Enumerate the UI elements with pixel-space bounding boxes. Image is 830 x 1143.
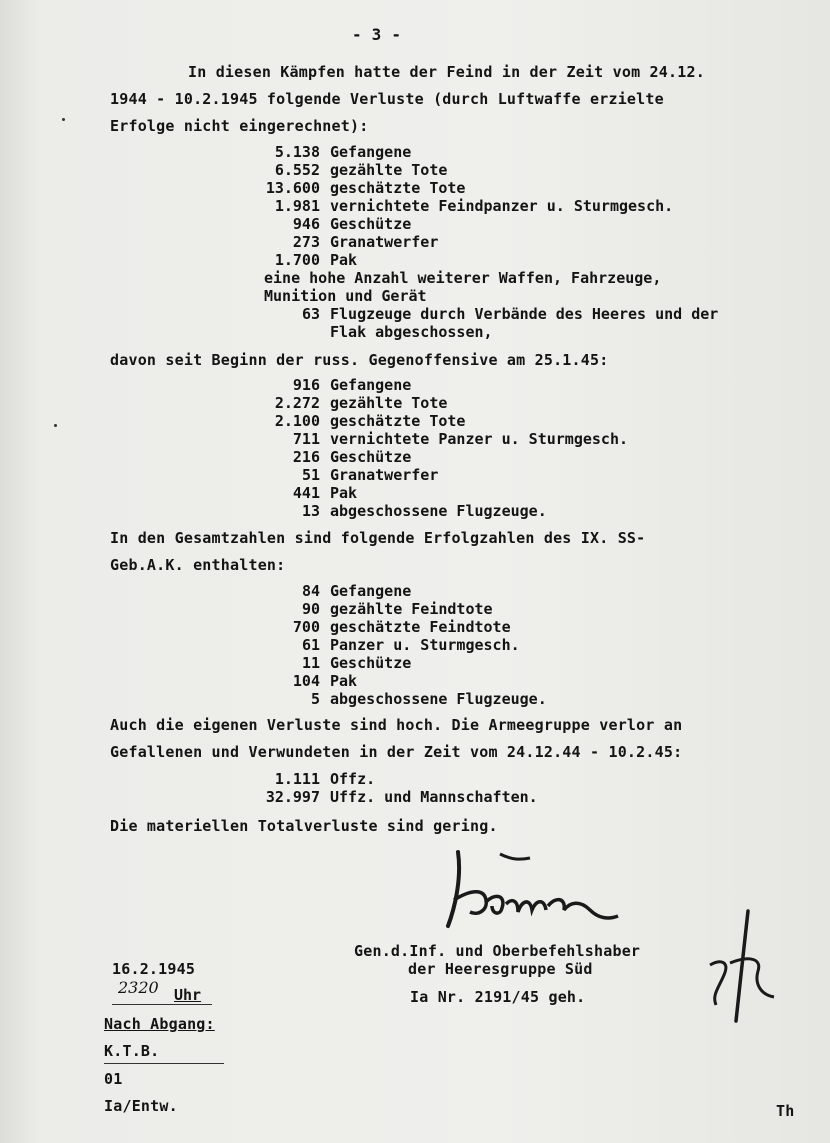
list-item-number: 5.138 — [274, 143, 320, 161]
list-item-text: Pak — [330, 484, 358, 502]
divider-line — [104, 1063, 224, 1064]
list-item-text: gezählte Tote — [330, 394, 448, 412]
document-date: 16.2.1945 — [112, 960, 196, 978]
list-item-text: Flugzeuge durch Verbände des Heeres und der — [330, 305, 719, 323]
list-item-text: Geschütze — [330, 654, 412, 672]
list-item-text: Granatwerfer — [330, 233, 439, 251]
list-item-number: 916 — [292, 376, 320, 394]
list-item-number: 32.997 — [265, 788, 320, 806]
list-item-number: 61 — [301, 636, 320, 654]
list-item-text: Uffz. und Mannschaften. — [330, 788, 538, 806]
list-item-number: 13 — [301, 502, 320, 520]
list-item-number: 51 — [301, 466, 320, 484]
list-item-text: vernichtete Feindpanzer u. Sturmgesch. — [330, 197, 674, 215]
list-item-number: 84 — [301, 582, 320, 600]
list-item-text: geschätzte Tote — [330, 179, 466, 197]
since-offensive-line: davon seit Beginn der russ. Gegenoffensive am 25.1.45: — [110, 351, 609, 369]
divider-line — [112, 1004, 212, 1005]
distribution-ktb: K.T.B. — [104, 1042, 160, 1060]
handwritten-paraph — [700, 905, 780, 1025]
list-item-text: Munition und Gerät — [264, 287, 427, 305]
list-item-number: 946 — [292, 215, 320, 233]
list-item-number: 11 — [301, 654, 320, 672]
list-item-number: 2.272 — [274, 394, 320, 412]
after-sending-label: Nach Abgang: — [104, 1015, 215, 1033]
list-item-number: 2.100 — [274, 412, 320, 430]
handwritten-time: 2320 — [118, 978, 159, 997]
list-item-text: gezählte Feindtote — [330, 600, 493, 618]
list-item-number: 90 — [301, 600, 320, 618]
list-item-text: Geschütze — [330, 448, 412, 466]
list-item-text: Panzer u. Sturmgesch. — [330, 636, 520, 654]
list-item-text: Pak — [330, 251, 358, 269]
included-line-1: In den Gesamtzahlen sind folgende Erfolgzahlen des IX. SS- — [110, 529, 646, 547]
signatory-line-2: der Heeresgruppe Süd — [408, 960, 593, 978]
list-item-text: Flak abgeschossen, — [330, 323, 493, 341]
own-losses-line-1: Auch die eigenen Verluste sind hoch. Die Armeegruppe verlor an — [110, 716, 683, 734]
list-item-number: 1.111 — [274, 770, 320, 788]
typist-initials: Th — [776, 1102, 795, 1120]
list-item-number: 216 — [292, 448, 320, 466]
list-item-number: 441 — [292, 484, 320, 502]
scan-speck — [54, 424, 57, 427]
reference-number: Ia Nr. 2191/45 geh. — [410, 988, 586, 1006]
signatory-line-1: Gen.d.Inf. und Oberbefehlshaber — [354, 942, 641, 960]
list-item-number: 273 — [292, 233, 320, 251]
own-losses-line-2: Gefallenen und Verwundeten in der Zeit vom 24.12.44 - 10.2.45: — [110, 743, 683, 761]
intro-line-1: In diesen Kämpfen hatte der Feind in der Zeit vom 24.12. — [188, 63, 705, 81]
handwritten-signature — [440, 840, 630, 930]
list-item-number: 711 — [292, 430, 320, 448]
list-item-text: abgeschossene Flugzeuge. — [330, 690, 547, 708]
list-item-text: Pak — [330, 672, 358, 690]
list-item-text: gezählte Tote — [330, 161, 448, 179]
scan-speck — [62, 118, 65, 121]
intro-line-3: Erfolge nicht eingerechnet): — [110, 117, 369, 135]
list-item-text: abgeschossene Flugzeuge. — [330, 502, 547, 520]
list-item-number: 63 — [301, 305, 320, 323]
list-item-number: 5 — [310, 690, 320, 708]
distribution-01: 01 — [104, 1070, 123, 1088]
closing-line: Die materiellen Totalverluste sind gering. — [110, 817, 498, 835]
distribution-ia-entw: Ia/Entw. — [104, 1097, 178, 1115]
list-item-text: Gefangene — [330, 582, 412, 600]
page-number: - 3 - — [352, 25, 402, 44]
list-item-text: Gefangene — [330, 143, 412, 161]
list-item-text: geschätzte Tote — [330, 412, 466, 430]
intro-line-2: 1944 - 10.2.1945 folgende Verluste (durch Luftwaffe erzielte — [110, 90, 664, 108]
list-item-number: 1.700 — [274, 251, 320, 269]
list-item-number: 1.981 — [274, 197, 320, 215]
list-item-number: 104 — [292, 672, 320, 690]
list-item-text: Granatwerfer — [330, 466, 439, 484]
list-item-number: 13.600 — [265, 179, 320, 197]
list-item-text: eine hohe Anzahl weiterer Waffen, Fahrzeuge, — [264, 269, 662, 287]
list-item-number: 700 — [292, 618, 320, 636]
list-item-text: vernichtete Panzer u. Sturmgesch. — [330, 430, 629, 448]
list-item-text: Geschütze — [330, 215, 412, 233]
list-item-text: geschätzte Feindtote — [330, 618, 511, 636]
list-item-text: Offz. — [330, 770, 376, 788]
list-item-number: 6.552 — [274, 161, 320, 179]
time-unit: Uhr — [174, 986, 202, 1004]
list-item-text: Gefangene — [330, 376, 412, 394]
included-line-2: Geb.A.K. enthalten: — [110, 556, 286, 574]
